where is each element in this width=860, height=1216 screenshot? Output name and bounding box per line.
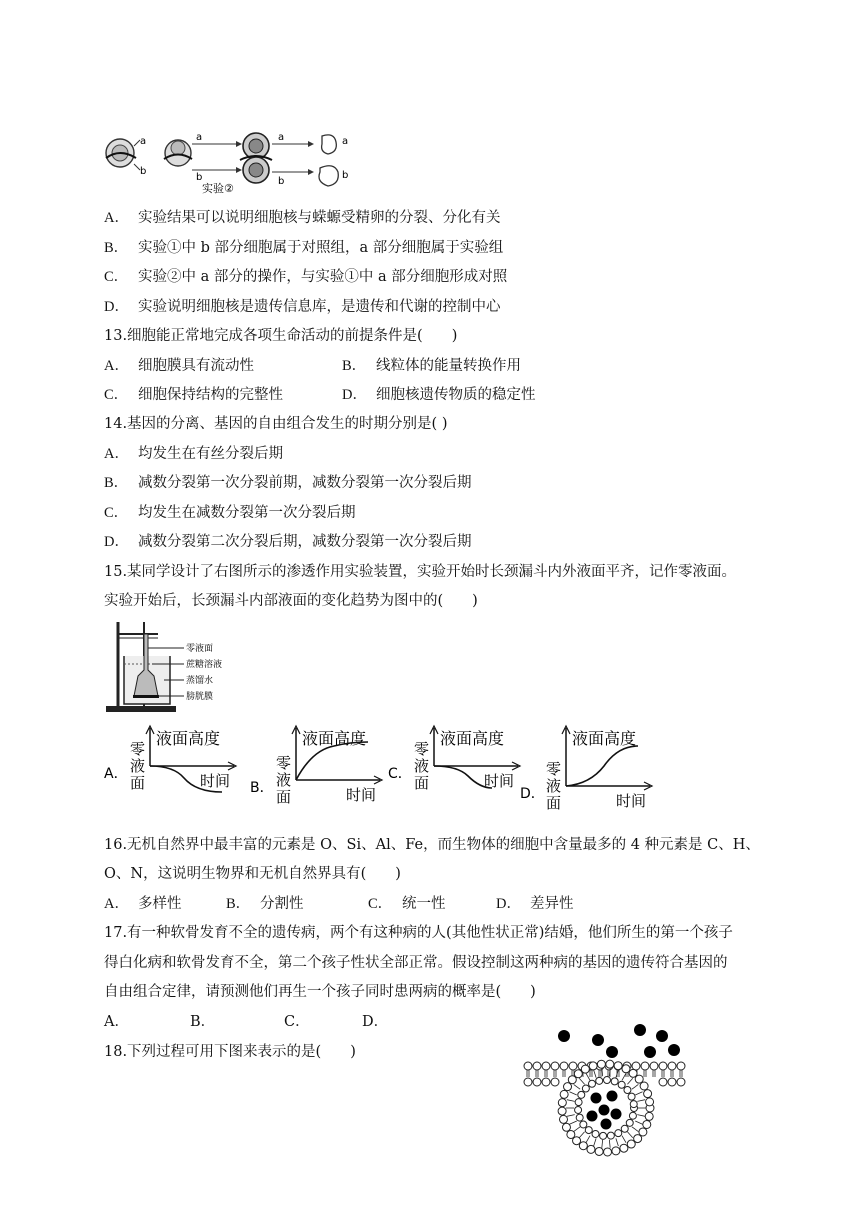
graph-zero-label: 面 bbox=[546, 794, 562, 812]
vesicle-head bbox=[579, 1142, 587, 1150]
graph-option-c bbox=[388, 722, 528, 814]
vesicle-particle bbox=[599, 1105, 610, 1116]
q12-option-b: B． 实验①中 b 部分细胞属于对照组，a 部分细胞属于实验组 bbox=[104, 240, 504, 256]
phospholipid-head bbox=[641, 1062, 649, 1070]
vesicle-inner-head bbox=[575, 1106, 582, 1113]
graph-zero-label: 面 bbox=[414, 774, 430, 792]
graph-ylabel: 液面高度 bbox=[156, 729, 221, 748]
vesicle-inner-head bbox=[585, 1127, 592, 1134]
graph-xlabel: 时间 bbox=[200, 772, 231, 790]
phospholipid-head bbox=[524, 1062, 532, 1070]
graph-ylabel: 液面高度 bbox=[572, 729, 637, 748]
vesicle-head bbox=[643, 1120, 651, 1128]
phospholipid-head bbox=[542, 1062, 550, 1070]
vesicle-tail bbox=[579, 1078, 584, 1084]
particle bbox=[634, 1024, 646, 1036]
vesicle-inner-head bbox=[582, 1085, 589, 1092]
q17-line3: 自由组合定律，请预测他们再生一个孩子同时患两病的概率是( ) bbox=[104, 984, 536, 1000]
vesicle-head bbox=[581, 1065, 589, 1073]
vesicle-tail bbox=[586, 1136, 590, 1143]
q12-option-c: C． 实验②中 a 部分的操作，与实验①中 a 部分细胞形成对照 bbox=[104, 269, 508, 285]
vesicle-tail bbox=[569, 1121, 576, 1124]
vesicle-head bbox=[564, 1083, 572, 1091]
q13-option-d: D． 细胞核遗传物质的稳定性 bbox=[342, 387, 536, 403]
vesicle-inner-head bbox=[624, 1087, 631, 1094]
graph-zero-label: 液 bbox=[130, 757, 146, 775]
particle bbox=[644, 1046, 656, 1058]
vesicle-head bbox=[558, 1099, 566, 1107]
vesicle-tail bbox=[637, 1115, 645, 1117]
phospholipid-head bbox=[632, 1062, 640, 1070]
vesicle-tail bbox=[567, 1115, 575, 1117]
q13-option-a: A． 细胞膜具有流动性 bbox=[104, 358, 254, 374]
vesicle-tail bbox=[616, 1138, 618, 1146]
q17-option-d: D． bbox=[362, 1014, 389, 1030]
vesicle-inner-head bbox=[611, 1078, 618, 1085]
particle bbox=[668, 1044, 680, 1056]
vesicle-tail bbox=[635, 1121, 642, 1124]
graph-ylabel: 液面高度 bbox=[302, 729, 367, 748]
label-b-3: b bbox=[278, 176, 285, 187]
vesicle-head bbox=[646, 1098, 654, 1106]
q13-option-b: B． 线粒体的能量转换作用 bbox=[342, 358, 521, 374]
graph-zero-label: 零 bbox=[414, 740, 430, 758]
vesicle-tail bbox=[586, 1073, 590, 1080]
vesicle-tail bbox=[594, 1070, 596, 1078]
vesicle-head bbox=[558, 1107, 566, 1115]
particle bbox=[606, 1046, 618, 1058]
graph-ylabel: 液面高度 bbox=[440, 729, 505, 748]
q16-option-d: D． 差异性 bbox=[496, 896, 574, 912]
phospholipid-head bbox=[551, 1062, 559, 1070]
phospholipid-head bbox=[560, 1062, 568, 1070]
cell-1 bbox=[106, 139, 136, 167]
vesicle-particle bbox=[601, 1119, 612, 1130]
graph-zero-label: 零 bbox=[130, 740, 146, 758]
phospholipid-head bbox=[533, 1062, 541, 1070]
vesicle-inner-head bbox=[629, 1112, 636, 1119]
vesicle-inner-head bbox=[580, 1121, 587, 1128]
vesicle-head bbox=[567, 1130, 575, 1138]
phospholipid-head bbox=[659, 1078, 667, 1086]
vesicle-tail bbox=[627, 1078, 632, 1084]
graph-zero-label: 零 bbox=[546, 760, 562, 778]
vesicle-inner-head bbox=[589, 1080, 596, 1087]
vesicle-tail bbox=[622, 1136, 626, 1143]
label-a-1: a bbox=[140, 136, 147, 147]
q14-option-d: D． 减数分裂第二次分裂后期，减数分裂第一次分裂后期 bbox=[104, 534, 472, 550]
label-a-2: a bbox=[196, 132, 203, 143]
vesicle-head bbox=[562, 1123, 570, 1131]
graph-curve bbox=[566, 746, 638, 786]
vesicle-inner-head bbox=[575, 1099, 582, 1106]
q13-option-c: C． 细胞保持结构的完整性 bbox=[104, 387, 283, 403]
particle bbox=[592, 1034, 604, 1046]
graph-letter: A． bbox=[104, 766, 128, 782]
vesicle-tail bbox=[637, 1100, 645, 1102]
q17-option-a: A． bbox=[104, 1014, 129, 1030]
vesicle-tail bbox=[632, 1127, 638, 1132]
vesicle-head bbox=[640, 1082, 648, 1090]
cell-3 bbox=[240, 133, 272, 183]
vesicle-head bbox=[597, 1060, 605, 1068]
q14-stem: 14.基因的分离、基因的自由组合发生的时期分别是( ) bbox=[104, 416, 448, 432]
vesicle-inner-head bbox=[615, 1130, 622, 1137]
vesicle-inner-head bbox=[578, 1091, 585, 1098]
vesicle-tail bbox=[594, 1138, 596, 1146]
vesicle-head bbox=[560, 1090, 568, 1098]
endocytosis-figure bbox=[522, 1020, 690, 1164]
label-sucrose: 蔗糖溶液 bbox=[186, 660, 223, 670]
phospholipid-head bbox=[650, 1062, 658, 1070]
vesicle-inner-head bbox=[618, 1081, 625, 1088]
graph-option-b bbox=[250, 722, 390, 814]
vesicle-inner-head bbox=[576, 1114, 583, 1121]
graph-zero-label: 面 bbox=[276, 788, 292, 806]
vesicle-head bbox=[606, 1060, 614, 1068]
vesicle-head bbox=[620, 1144, 628, 1152]
phospholipid-head bbox=[668, 1062, 676, 1070]
graph-option-d bbox=[520, 722, 660, 814]
cell-2 bbox=[164, 140, 192, 166]
q16-line2: O、N，这说明生物界和无机自然界具有( ) bbox=[104, 866, 401, 882]
phospholipid-head bbox=[659, 1062, 667, 1070]
vesicle-head bbox=[559, 1115, 567, 1123]
q14-option-a: A． 均发生在有丝分裂后期 bbox=[104, 446, 283, 462]
vesicle-tail bbox=[574, 1084, 580, 1089]
vesicle-tail bbox=[609, 1140, 610, 1148]
label-b-1: b bbox=[140, 166, 147, 177]
q12-option-a: A． 实验结果可以说明细胞核与蝾螈受精卵的分裂、分化有关 bbox=[104, 210, 501, 226]
label-membrane: 膀胱膜 bbox=[186, 692, 214, 702]
phospholipid-head bbox=[677, 1062, 685, 1070]
q13-stem: 13.细胞能正常地完成各项生命活动的前提条件是( ) bbox=[104, 328, 458, 344]
vesicle-inner-head bbox=[621, 1125, 628, 1132]
label-b-2: b bbox=[196, 172, 203, 183]
q15-stem-line2: 实验开始后，长颈漏斗内部液面的变化趋势为图中的( ) bbox=[104, 593, 478, 609]
q16-option-a: A． 多样性 bbox=[104, 896, 182, 912]
vesicle-head bbox=[612, 1147, 620, 1155]
graph-xlabel: 时间 bbox=[346, 786, 377, 804]
q12-option-d: D． 实验说明细胞核是遗传信息库，是遗传和代谢的控制中心 bbox=[104, 299, 501, 315]
graph-xlabel: 时间 bbox=[484, 772, 515, 790]
vesicle-tail bbox=[635, 1092, 642, 1095]
graph-xlabel: 时间 bbox=[616, 792, 647, 810]
graph-zero-label: 液 bbox=[414, 757, 430, 775]
graph-zero-label: 液 bbox=[546, 777, 562, 795]
label-a-3: a bbox=[278, 132, 285, 143]
graph-zero-label: 液 bbox=[276, 771, 292, 789]
label-b-4: b bbox=[342, 170, 349, 181]
phospholipid-head bbox=[524, 1078, 532, 1086]
vesicle-head bbox=[595, 1147, 603, 1155]
vesicle-head bbox=[622, 1065, 630, 1073]
vesicle-head bbox=[587, 1145, 595, 1153]
vesicle-head bbox=[589, 1062, 597, 1070]
vesicle-inner-head bbox=[603, 1077, 610, 1084]
vesicle-inner-head bbox=[626, 1119, 633, 1126]
vesicle-inner-head bbox=[630, 1101, 637, 1108]
vesicle-particle bbox=[611, 1109, 622, 1120]
phospholipid-head bbox=[569, 1062, 577, 1070]
vesicle-tail bbox=[627, 1132, 632, 1138]
q14-option-b: B． 减数分裂第一次分裂前期，减数分裂第一次分裂后期 bbox=[104, 475, 472, 491]
q17-option-c: C． bbox=[284, 1014, 310, 1030]
phospholipid-head bbox=[551, 1078, 559, 1086]
embryo-a bbox=[322, 135, 337, 154]
q16-option-b: B． 分割性 bbox=[226, 896, 304, 912]
phospholipid-head bbox=[542, 1078, 550, 1086]
phospholipid-head bbox=[533, 1078, 541, 1086]
vesicle-tail bbox=[569, 1092, 576, 1095]
phospholipid-head bbox=[677, 1078, 685, 1086]
q18-stem: 18.下列过程可用下图来表示的是( ) bbox=[104, 1044, 356, 1060]
vesicle-head bbox=[604, 1148, 612, 1156]
vesicle-tail bbox=[622, 1073, 626, 1080]
vesicle-particle bbox=[591, 1093, 602, 1104]
label-zero-level: 零液面 bbox=[186, 644, 214, 654]
vesicle-head bbox=[645, 1112, 653, 1120]
vesicle-inner-head bbox=[592, 1130, 599, 1137]
q17-line2: 得白化病和软骨发育不全，第二个孩子性状全部正常。假设控制这两种病的基因的遗传符合基因的 bbox=[104, 955, 728, 971]
vesicle-inner-head bbox=[628, 1093, 635, 1100]
vesicle-head bbox=[639, 1128, 647, 1136]
phospholipid-head bbox=[668, 1078, 676, 1086]
graph-zero-label: 零 bbox=[276, 754, 292, 772]
label-water: 蒸馏水 bbox=[186, 676, 214, 686]
particle bbox=[656, 1030, 668, 1042]
q17-line1: 17.有一种软骨发育不全的遗传病，两个有这种病的人(其他性状正常)结婚，他们所生的第一个孩子 bbox=[104, 925, 733, 941]
label-a-4: a bbox=[342, 136, 349, 147]
q16-line1: 16.无机自然界中最丰富的元素是 O、Si、Al、Fe，而生物体的细胞中含量最多的 4 种元素是 C、H、 bbox=[104, 837, 760, 853]
vesicle-head bbox=[614, 1062, 622, 1070]
graph-option-a bbox=[104, 722, 244, 814]
vesicle-tail bbox=[602, 1140, 603, 1148]
particle bbox=[558, 1030, 570, 1042]
vesicle-inner-head bbox=[600, 1132, 607, 1139]
vesicle-particle bbox=[607, 1091, 618, 1102]
vesicle-particle bbox=[587, 1111, 598, 1122]
graph-letter: D． bbox=[520, 786, 545, 802]
q14-option-c: C． 均发生在减数分裂第一次分裂后期 bbox=[104, 505, 356, 521]
vesicle-tail bbox=[632, 1084, 638, 1089]
vesicle-inner-head bbox=[607, 1132, 614, 1139]
vesicle-inner-head bbox=[596, 1077, 603, 1084]
vesicle-head bbox=[627, 1140, 635, 1148]
experiment-2-figure bbox=[102, 128, 352, 198]
q17-option-b: B． bbox=[190, 1014, 216, 1030]
q16-option-c: C． 统一性 bbox=[368, 896, 446, 912]
vesicle-head bbox=[635, 1075, 643, 1083]
vesicle-tail bbox=[567, 1100, 575, 1102]
osmosis-apparatus bbox=[104, 620, 274, 715]
vesicle-tail bbox=[579, 1132, 584, 1138]
graph-zero-label: 面 bbox=[130, 774, 146, 792]
vesicle-tail bbox=[574, 1127, 580, 1132]
exp2-caption: 实验② bbox=[202, 182, 234, 195]
graph-letter: B． bbox=[250, 780, 274, 796]
embryo-b bbox=[319, 166, 338, 186]
vesicle-head bbox=[574, 1070, 582, 1078]
q15-stem-line1: 15.某同学设计了右图所示的渗透作用实验装置，实验开始时长颈漏斗内外液面平齐，记作零液面。 bbox=[104, 564, 737, 580]
graph-letter: C． bbox=[388, 766, 412, 782]
vesicle-head bbox=[644, 1090, 652, 1098]
